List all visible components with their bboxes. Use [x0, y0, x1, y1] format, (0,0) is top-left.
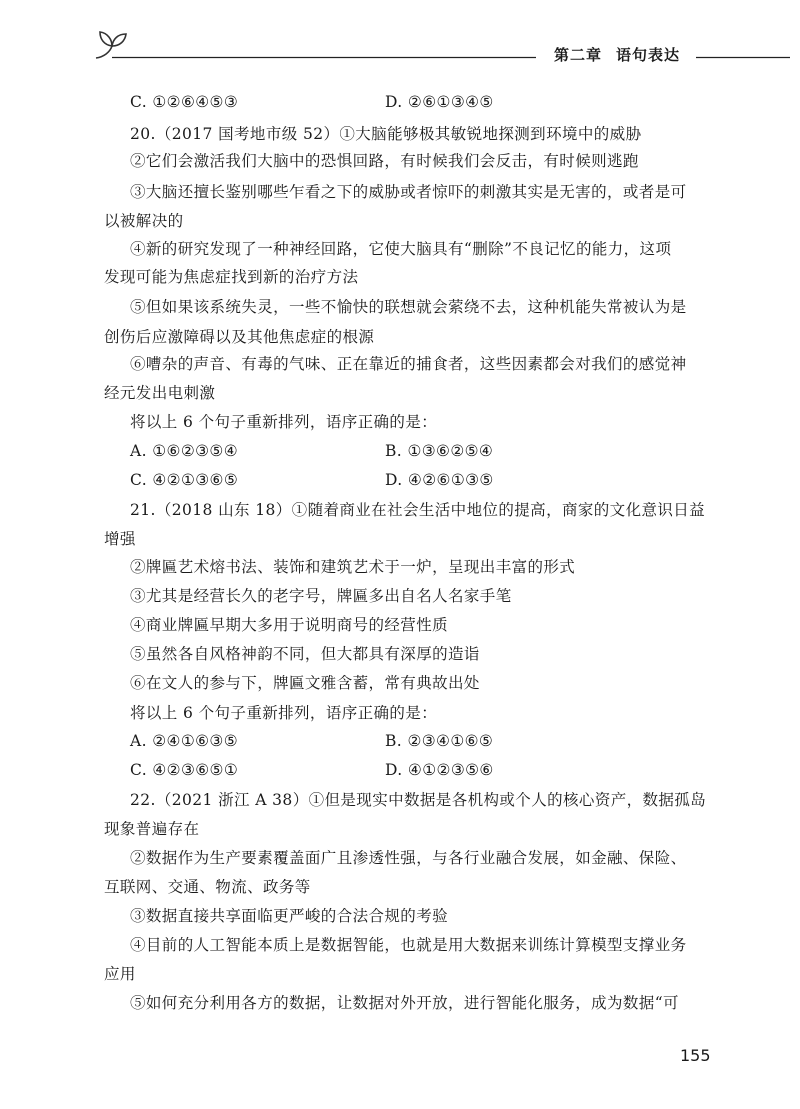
text-line: 现象普遍存在 — [104, 820, 200, 838]
text-line: 20.（2017 国考地市级 52）①大脑能够极其敏锐地探测到环境中的威胁 — [130, 125, 642, 143]
text-line: 经元发出电刺激 — [104, 384, 216, 402]
text-line: ②它们会激活我们大脑中的恐惧回路，有时候我们会反击，有时候则逃跑 — [130, 152, 639, 170]
text-line: ②数据作为生产要素覆盖面广且渗透性强，与各行业融合发展，如金融、保险、 — [130, 849, 687, 867]
text-line: ②牌匾艺术熔书法、装饰和建筑艺术于一炉，呈现出丰富的形式 — [130, 558, 576, 576]
page-header — [0, 0, 800, 80]
leaf-icon — [96, 32, 126, 58]
text-line: 发现可能为焦虑症找到新的治疗方法 — [104, 268, 359, 286]
text-line: 增强 — [104, 530, 136, 548]
text-line: ⑤但如果该系统失灵，一些不愉快的联想就会萦绕不去，这种机能失常被认为是 — [130, 298, 687, 316]
text-line: A. ①⑥②③⑤④ — [130, 442, 239, 460]
chapter-heading — [548, 44, 686, 65]
text-line: ④目前的人工智能本质上是数据智能，也就是用大数据来训练计算模型支撑业务 — [130, 936, 687, 954]
header-ornament — [0, 0, 800, 80]
text-line: D. ②⑥①③④⑤ — [385, 93, 494, 111]
text-line: ③数据直接共享面临更严峻的合法合规的考验 — [130, 907, 449, 925]
page-number: 155 — [680, 1046, 711, 1065]
text-line: C. ①②⑥④⑤③ — [130, 93, 239, 111]
text-line: ④商业牌匾早期大多用于说明商号的经营性质 — [130, 616, 449, 634]
section-label: 语句表达 — [616, 46, 681, 64]
text-line: ⑤虽然各自风格神韵不同，但大都具有深厚的造诣 — [130, 645, 480, 663]
text-line: B. ①③⑥②⑤④ — [385, 442, 494, 460]
text-line: 将以上 6 个句子重新排列，语序正确的是： — [130, 413, 438, 431]
text-line: D. ④②⑥①③⑤ — [385, 471, 494, 489]
text-line: 创伤后应激障碍以及其他焦虑症的根源 — [104, 328, 375, 346]
text-line: 互联网、交通、物流、政务等 — [104, 878, 311, 896]
text-line: 22.（2021 浙江 A 38）①但是现实中数据是各机构或个人的核心资产，数据孤岛 — [130, 791, 707, 809]
text-line: C. ④②③⑥⑤① — [130, 761, 239, 779]
text-line: ③大脑还擅长鉴别哪些乍看之下的威胁或者惊吓的刺激其实是无害的，或者是可 — [130, 183, 687, 201]
text-line: 应用 — [104, 965, 136, 983]
text-line: A. ②④①⑥③⑤ — [130, 732, 239, 750]
text-line: ⑤如何充分利用各方的数据，让数据对外开放，进行智能化服务，成为数据“可 — [130, 994, 679, 1012]
text-line: C. ④②①③⑥⑤ — [130, 471, 239, 489]
text-line: 以被解决的 — [104, 212, 184, 230]
text-line: ④新的研究发现了一种神经回路，它使大脑具有“删除”不良记忆的能力，这项 — [130, 240, 672, 258]
text-line: 将以上 6 个句子重新排列，语序正确的是： — [130, 704, 438, 722]
text-line: ⑥在文人的参与下，牌匾文雅含蓄，常有典故出处 — [130, 674, 480, 692]
text-line: 21.（2018 山东 18）①随着商业在社会生活中地位的提高，商家的文化意识日益 — [130, 501, 706, 519]
text-line: D. ④①②③⑤⑥ — [385, 761, 494, 779]
text-line: ③尤其是经营长久的老字号，牌匾多出自名人名家手笔 — [130, 587, 512, 605]
text-line: ⑥嘈杂的声音、有毒的气味、正在靠近的捕食者，这些因素都会对我们的感觉神 — [130, 355, 687, 373]
chapter-label: 第二章 — [554, 46, 603, 64]
text-line: B. ②③④①⑥⑤ — [385, 732, 494, 750]
